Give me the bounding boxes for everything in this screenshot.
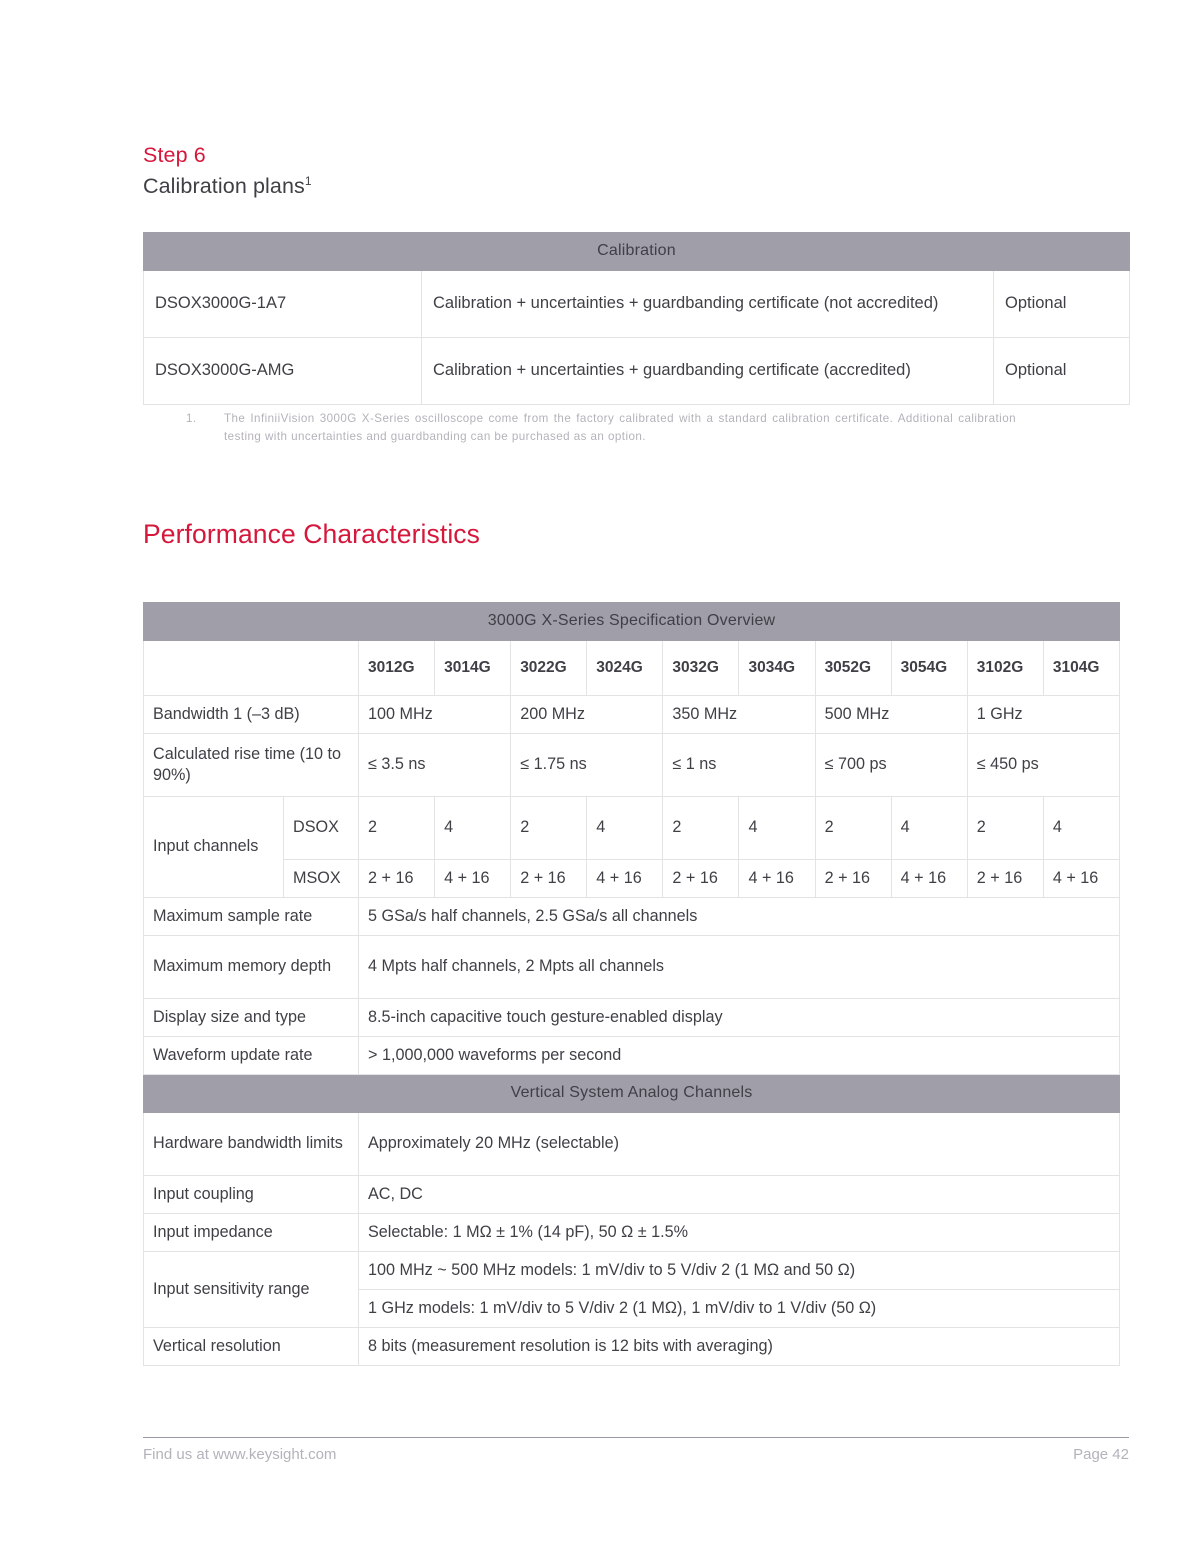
calibration-description: Calibration + uncertainties + guardbanding certificate (not accredited) xyxy=(422,270,994,337)
spec-value-input-coupling: AC, DC xyxy=(359,1175,1120,1213)
spec-value-msox: 4 + 16 xyxy=(739,859,815,897)
table-row xyxy=(144,695,1120,733)
spec-label-max-sample-rate: Maximum sample rate xyxy=(144,897,359,935)
table-row xyxy=(144,1112,1120,1175)
table-row xyxy=(144,733,1120,796)
calibration-table-container xyxy=(143,232,1129,405)
table-row xyxy=(144,935,1120,998)
step-title xyxy=(143,174,312,199)
spec-value-waveform-update-rate: > 1,000,000 waveforms per second xyxy=(359,1037,1120,1075)
spec-value-dsox: 4 xyxy=(1043,796,1119,859)
spec-model-header: 3104G xyxy=(1043,640,1119,695)
spec-label-input-sensitivity-range: Input sensitivity range xyxy=(144,1252,359,1328)
spec-label-hardware-bandwidth-limits: Hardware bandwidth limits xyxy=(144,1112,359,1175)
calibration-availability: Optional xyxy=(994,337,1130,404)
spec-value-max-sample-rate: 5 GSa/s half channels, 2.5 GSa/s all channels xyxy=(359,897,1120,935)
spec-value-bandwidth: 1 GHz xyxy=(967,695,1119,733)
spec-value-bandwidth: 100 MHz xyxy=(359,695,511,733)
table-row xyxy=(144,270,1130,337)
page-title: Performance Characteristics xyxy=(143,519,481,549)
spec-table-header: 3000G X-Series Specification Overview xyxy=(144,603,1120,641)
table-row xyxy=(144,337,1130,404)
spec-value-input-impedance: Selectable: 1 MΩ ± 1% (14 pF), 50 Ω ± 1.5% xyxy=(359,1213,1120,1251)
table-row xyxy=(144,1252,1120,1290)
spec-value-msox: 4 + 16 xyxy=(891,859,967,897)
table-row xyxy=(144,796,1120,859)
spec-value-bandwidth: 350 MHz xyxy=(663,695,815,733)
spec-value-msox: 4 + 16 xyxy=(587,859,663,897)
table-row xyxy=(144,1213,1120,1251)
spec-value-msox: 4 + 16 xyxy=(1043,859,1119,897)
spec-value-msox: 4 + 16 xyxy=(435,859,511,897)
spec-label-display: Display size and type xyxy=(144,998,359,1036)
spec-value-msox: 2 + 16 xyxy=(511,859,587,897)
table-row xyxy=(144,1175,1120,1213)
spec-value-dsox: 4 xyxy=(739,796,815,859)
spec-label-waveform-update-rate: Waveform update rate xyxy=(144,1037,359,1075)
footer-left-text: Find us at www.keysight.com xyxy=(143,1446,337,1463)
footnote-number: 1. xyxy=(186,412,197,425)
calibration-table-header-row xyxy=(144,233,1130,271)
spec-value-vertical-resolution: 8 bits (measurement resolution is 12 bits with averaging) xyxy=(359,1328,1120,1366)
calibration-model: DSOX3000G-AMG xyxy=(144,337,422,404)
spec-value-dsox: 2 xyxy=(511,796,587,859)
spec-sublabel-dsox: DSOX xyxy=(284,796,359,859)
calibration-table xyxy=(143,232,1130,405)
spec-value-dsox: 4 xyxy=(587,796,663,859)
calibration-table-header: Calibration xyxy=(144,233,1130,271)
spec-value-msox: 2 + 16 xyxy=(359,859,435,897)
footnote xyxy=(186,410,1016,446)
step-title-footnote-marker: 1 xyxy=(304,173,312,188)
spec-model-header: 3014G xyxy=(435,640,511,695)
spec-label-input-channels: Input channels xyxy=(144,796,284,897)
table-row xyxy=(144,897,1120,935)
step-label: Step 6 xyxy=(143,143,206,167)
spec-label-max-memory-depth: Maximum memory depth xyxy=(144,935,359,998)
table-row xyxy=(144,1037,1120,1075)
spec-value-msox: 2 + 16 xyxy=(663,859,739,897)
spec-model-header: 3012G xyxy=(359,640,435,695)
spec-model-header: 3054G xyxy=(891,640,967,695)
spec-sublabel-msox: MSOX xyxy=(284,859,359,897)
spec-value-dsox: 2 xyxy=(815,796,891,859)
calibration-description: Calibration + uncertainties + guardbanding certificate (accredited) xyxy=(422,337,994,404)
vertical-section-header: Vertical System Analog Channels xyxy=(144,1075,1120,1113)
spec-value-dsox: 4 xyxy=(435,796,511,859)
spec-model-header: 3052G xyxy=(815,640,891,695)
spec-value-dsox: 2 xyxy=(663,796,739,859)
spec-value-rise-time: ≤ 450 ps xyxy=(967,733,1119,796)
spec-model-header: 3102G xyxy=(967,640,1043,695)
footnote-text: The InfiniiVision 3000G X-Series oscilloscope come from the factory calibrated with a standard calibration certificate. Additional calibration testing with uncertainties and guardbanding can be purchased as an option. xyxy=(224,412,1016,443)
page-number: Page 42 xyxy=(1073,1446,1129,1463)
spec-value-dsox: 4 xyxy=(891,796,967,859)
spec-value-dsox: 2 xyxy=(359,796,435,859)
spec-value-bandwidth: 500 MHz xyxy=(815,695,967,733)
table-row xyxy=(144,998,1120,1036)
spec-value-msox: 2 + 16 xyxy=(967,859,1043,897)
spec-value-rise-time: ≤ 1.75 ns xyxy=(511,733,663,796)
spec-value-dsox: 2 xyxy=(967,796,1043,859)
spec-label-input-coupling: Input coupling xyxy=(144,1175,359,1213)
spec-value-max-memory-depth: 4 Mpts half channels, 2 Mpts all channels xyxy=(359,935,1120,998)
step-title-text: Calibration plans xyxy=(143,174,305,198)
spec-value-input-sensitivity-2: 1 GHz models: 1 mV/div to 5 V/div 2 (1 MΩ), 1 mV/div to 1 V/div (50 Ω) xyxy=(359,1290,1120,1328)
calibration-availability: Optional xyxy=(994,270,1130,337)
spec-model-header-row xyxy=(144,640,1120,695)
vertical-section-header-row xyxy=(144,1075,1120,1113)
spec-value-rise-time: ≤ 3.5 ns xyxy=(359,733,511,796)
spec-value-bandwidth: 200 MHz xyxy=(511,695,663,733)
spec-table-header-row xyxy=(144,603,1120,641)
spec-model-header-blank xyxy=(144,640,359,695)
spec-label-vertical-resolution: Vertical resolution xyxy=(144,1328,359,1366)
specification-table-container xyxy=(143,602,1119,1366)
footer-divider xyxy=(143,1437,1129,1438)
spec-value-display: 8.5-inch capacitive touch gesture-enabled display xyxy=(359,998,1120,1036)
spec-value-rise-time: ≤ 1 ns xyxy=(663,733,815,796)
table-row xyxy=(144,859,1120,897)
spec-value-hardware-bandwidth-limits: Approximately 20 MHz (selectable) xyxy=(359,1112,1120,1175)
table-row xyxy=(144,1328,1120,1366)
spec-value-rise-time: ≤ 700 ps xyxy=(815,733,967,796)
specification-table xyxy=(143,602,1120,1366)
spec-label-rise-time: Calculated rise time (10 to 90%) xyxy=(144,733,359,796)
spec-value-input-sensitivity-1: 100 MHz ~ 500 MHz models: 1 mV/div to 5 V/div 2 (1 MΩ and 50 Ω) xyxy=(359,1252,1120,1290)
spec-model-header: 3022G xyxy=(511,640,587,695)
calibration-model: DSOX3000G-1A7 xyxy=(144,270,422,337)
spec-label-bandwidth: Bandwidth 1 (–3 dB) xyxy=(144,695,359,733)
spec-value-msox: 2 + 16 xyxy=(815,859,891,897)
spec-model-header: 3024G xyxy=(587,640,663,695)
footer xyxy=(143,1446,1129,1463)
spec-model-header: 3032G xyxy=(663,640,739,695)
spec-model-header: 3034G xyxy=(739,640,815,695)
spec-label-input-impedance: Input impedance xyxy=(144,1213,359,1251)
